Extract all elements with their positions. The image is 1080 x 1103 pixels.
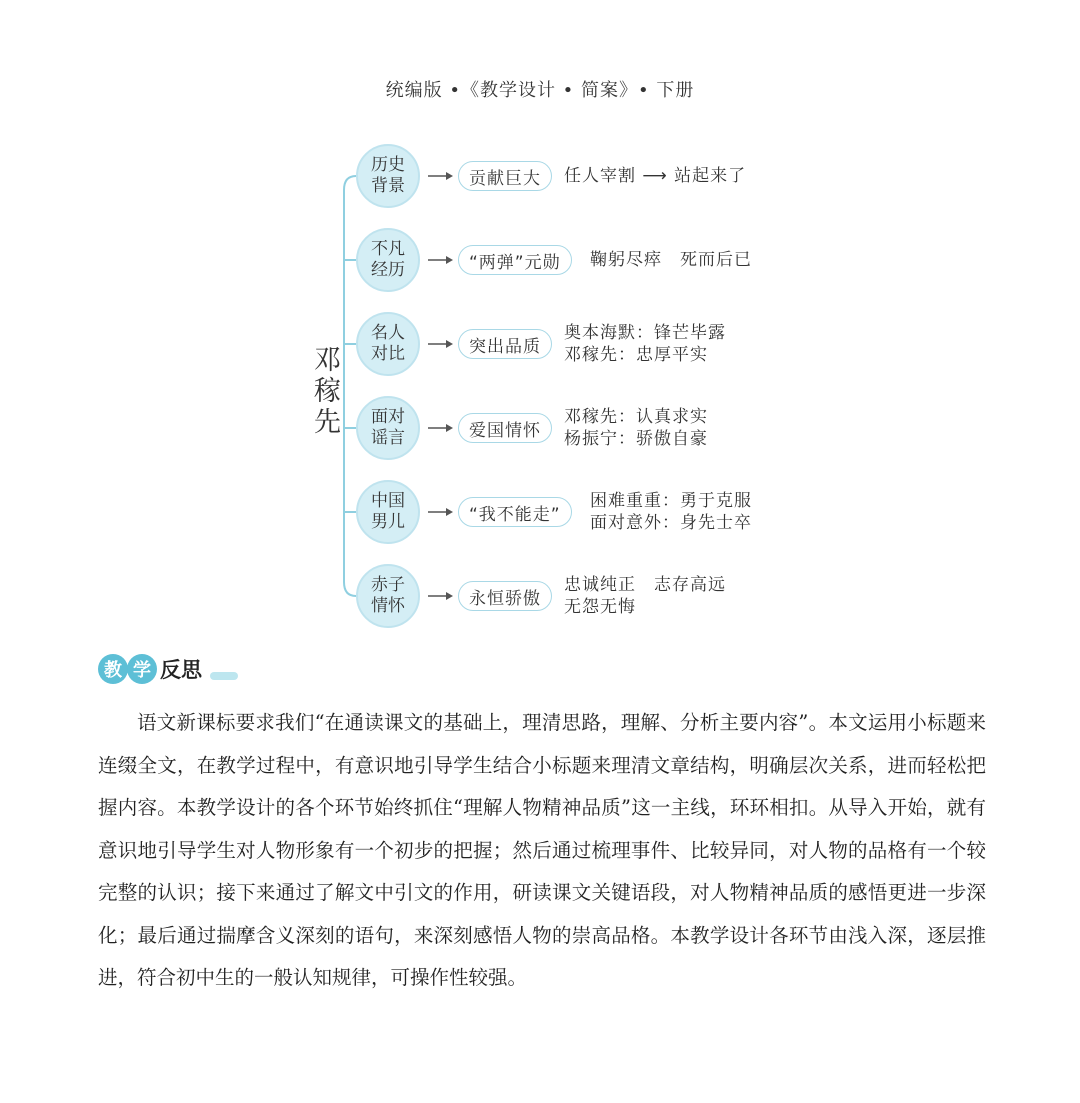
detail-line: 杨振宁：骄傲自豪 [564,429,708,449]
arrow-icon [428,505,454,519]
running-header: 统编版 •《教学设计 • 简案》• 下册 [385,80,695,101]
detail-line: 任人宰割 ⟶ 站起来了 [564,166,747,186]
category-circle [356,480,420,544]
key-pill: “我不能走” [458,497,572,527]
detail-line: 邓稼先：认真求实 [564,407,708,427]
detail-line: 邓稼先：忠厚平实 [564,345,708,365]
category-label: 面对 谣言 [371,407,405,448]
arrow-icon [428,421,454,435]
category-circle [356,228,420,292]
category-circle [356,144,420,208]
detail-line: 困难重重：勇于克服 [590,491,752,511]
branch-history-background [0,141,1080,211]
branch-chinese-man [0,477,1080,547]
branch-facing-rumors [0,393,1080,463]
detail-line: 面对意外：身先士卒 [590,513,752,533]
detail-line: 鞠躬尽瘁 死而后已 [590,250,752,270]
heading-text: 反思 [160,658,202,682]
heading-badge: 学 [127,654,157,684]
key-pill: 突出品质 [458,329,552,359]
detail-line: 奥本海默：锋芒毕露 [564,323,726,343]
key-pill: 贡献巨大 [458,161,552,191]
key-pill: 爱国情怀 [458,413,552,443]
detail-line: 忠诚纯正 志存高远 [564,575,726,595]
root-title: 邓稼先 [309,345,340,438]
branch-comparison [0,309,1080,379]
arrow-icon [428,169,454,183]
branch-devotion [0,561,1080,631]
category-circle [356,312,420,376]
heading-badge: 教 [98,654,128,684]
detail-line: 无怨无悔 [564,597,636,617]
category-label: 中国 男儿 [371,491,405,532]
key-pill: “两弹”元勋 [458,245,572,275]
category-circle [356,396,420,460]
category-label: 历史 背景 [371,155,405,196]
key-pill: 永恒骄傲 [458,581,552,611]
arrow-icon [428,253,454,267]
arrow-icon [428,589,454,603]
branch-extraordinary-experience [0,225,1080,295]
category-label: 名人 对比 [371,323,405,364]
arrow-icon [428,337,454,351]
category-label: 赤子 情怀 [371,575,405,616]
category-circle [356,564,420,628]
body-paragraph: 语文新课标要求我们“在通读课文的基础上，理清思路，理解、分析主要内容”。本文运用小标题来连缀全文，在教学过程中，有意识地引导学生结合小标题来理清文章结构，明确层次关系，进而轻松把握内容。本教学设计的各个环节始终抓住“理解人物精神品质”这一主线，环环相扣。从导入开始，就有意识地引导学生对人物形象有一个初步的把握；然后通过梳理事件、比较异同，对人物的品格有一个较完整的认识；接下来通过了解文中引文的作用，研读课文关键语段，对人物精神品质的感悟更进一步深化；最后通过揣摩含义深刻的语句，来深刻感悟人物的崇高品格。本教学设计各环节由浅入深，逐层推进，符合初中生的一般认知规律，可操作性较强。 [98,711,986,989]
decoration-icon [210,672,238,680]
category-label: 不凡 经历 [371,239,405,280]
